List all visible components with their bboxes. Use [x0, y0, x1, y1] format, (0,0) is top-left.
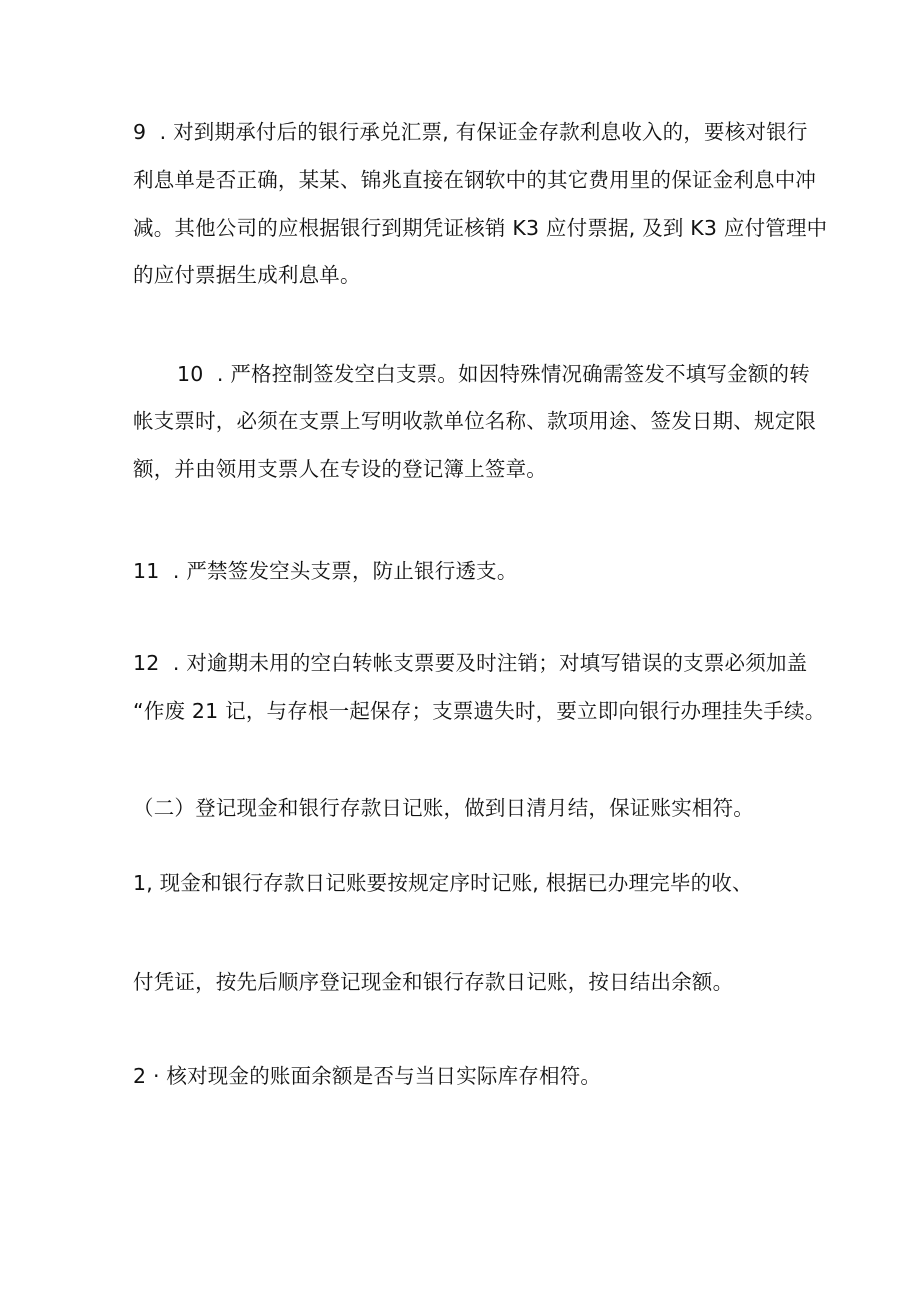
paragraph-line: 12 . 对逾期未用的空白转帐支票要及时注销；对填写错误的支票必须加盖 [133, 651, 808, 675]
paragraph-line: “作废 21 记，与存根一起保存；支票遗失时，要立即向银行办理挂失手续。 [133, 699, 826, 723]
paragraph-line: 2 · 核对现金的账面余额是否与当日实际库存相符。 [133, 1064, 602, 1088]
paragraph-line: 10 . 严格控制签发空白支票。如因特殊情况确需签发不填写金额的转 [177, 362, 810, 386]
paragraph-line: 11 . 严禁签发空头支票，防止银行透支。 [133, 559, 518, 583]
paragraph-line: 利息单是否正确，某某、锦兆直接在钢软中的其它费用里的保证金利息中冲 [133, 168, 817, 192]
paragraph-line: 减。其他公司的应根据银行到期凭证核销 K3 应付票据, 及到 K3 应付管理中 [133, 216, 828, 240]
paragraph-line: 9 . 对到期承付后的银行承兑汇票, 有保证金存款利息收入的，要核对银行 [133, 120, 808, 144]
paragraph-line: 额，并由领用支票人在专设的登记簿上签章。 [133, 457, 547, 481]
paragraph-line: 付凭证，按先后顺序登记现金和银行存款日记账，按日结出余额。 [133, 970, 734, 994]
paragraph-line: 的应付票据生成利息单。 [133, 263, 361, 287]
paragraph-line: 1, 现金和银行存款日记账要按规定序时记账, 根据已办理完毕的收、 [133, 871, 753, 895]
section-heading-line: （二）登记现金和银行存款日记账，做到日清月结，保证账实相符。 [133, 796, 754, 820]
paragraph-line: 帐支票时，必须在支票上写明收款单位名称、款项用途、签发日期、规定限 [133, 409, 817, 433]
